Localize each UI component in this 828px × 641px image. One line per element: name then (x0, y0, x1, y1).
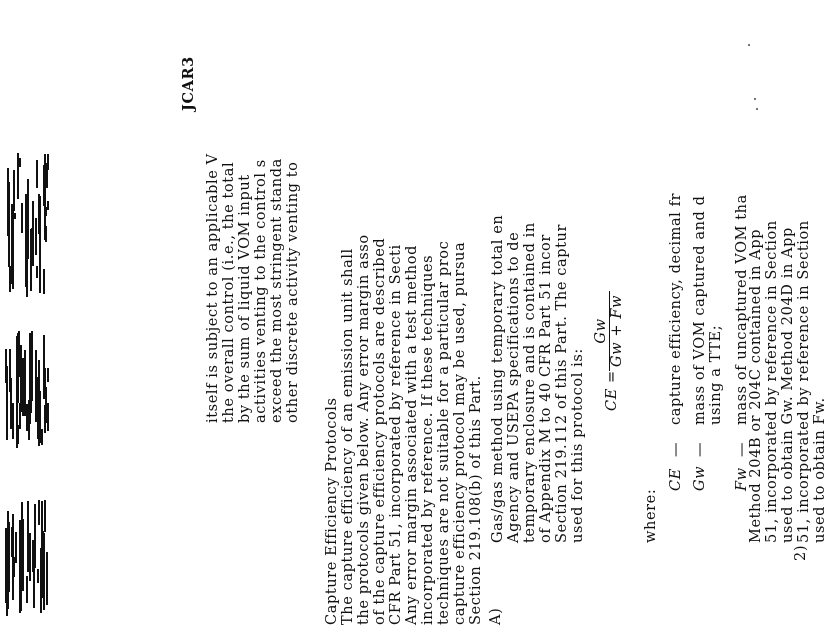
noise-bar (45, 207, 47, 216)
noise-bar (43, 165, 45, 206)
definition-text: mass of VOM captured and d (692, 195, 708, 425)
noise-bar (12, 403, 14, 433)
text-line: exceed the most stringent standa (269, 158, 285, 423)
noise-bar (33, 580, 35, 601)
noise-bar (19, 554, 21, 613)
rotated-document-page (169, 1, 828, 641)
noise-bar (26, 404, 28, 431)
text-line: techniques are not suitable for a particular proc (436, 240, 452, 625)
definition-text: capture efficiency, decimal fr (668, 192, 684, 425)
heading-capture-efficiency: Capture Efficiency Protocols (324, 397, 340, 625)
noise-bar (17, 175, 19, 182)
definition-dash: — (668, 441, 684, 457)
text-line: other discrete activity venting to (285, 161, 301, 423)
noise-bar (37, 569, 39, 583)
noise-bar (7, 561, 9, 609)
text-line: used for this protocol is: (570, 348, 586, 543)
definition-dash: — (692, 441, 708, 457)
definition-text: using a TTE; (708, 324, 724, 425)
noise-bar (47, 201, 49, 210)
equation-numerator: Gw (594, 291, 610, 371)
definition-symbol: Gw (692, 465, 708, 491)
noise-bar (13, 170, 15, 211)
noise-bar (15, 532, 17, 563)
item-a-marker: A) (488, 607, 504, 625)
definition-symbol: CE (668, 468, 684, 491)
noise-bar (8, 182, 10, 259)
noise-bar (38, 500, 40, 525)
text-line: by the sum of liquid VOM input (237, 174, 253, 423)
noise-bar (22, 358, 24, 416)
noise-bar (12, 533, 14, 600)
text-line: activities venting to the control s (253, 159, 269, 423)
text-line: incorporated by reference. If these techniques (420, 254, 436, 625)
fax-edge-noise-middle (0, 330, 52, 450)
text-line: Agency and USEPA specifications to de (506, 231, 522, 543)
text-line: of Appendix M to 40 CFR Part 51 incor (538, 234, 554, 543)
text-line: Any error margin associated with a test method (404, 245, 420, 625)
noise-bar (39, 196, 41, 280)
scan-speck (756, 108, 758, 110)
noise-bar (41, 429, 43, 445)
text-line: Gas/gas method using temporary total en (490, 214, 506, 543)
scan-speck (748, 44, 750, 46)
noise-bar (25, 194, 27, 287)
definition-text: mass of uncaptured VOM tha (734, 194, 750, 425)
text-line: Section 219.108(b) of this Part. (468, 375, 484, 625)
noise-bar (47, 403, 49, 431)
noise-bar (47, 154, 49, 170)
noise-bar (35, 218, 37, 255)
equation-lhs: CE (604, 388, 620, 411)
text-line: used to obtain Fw. (812, 397, 828, 543)
text-line: the overall control (i.e., the total (221, 161, 237, 423)
text-line: CFR Part 51, incorporated by reference in Secti (388, 244, 404, 625)
noise-bar (17, 169, 19, 199)
text-line: 51, incorporated by reference in Section (796, 220, 812, 543)
noise-bar (11, 205, 13, 284)
noise-bar (21, 502, 23, 569)
text-line: of the capture efficiency protocols are described (372, 237, 388, 625)
definition-symbol: Fw (734, 467, 750, 491)
noise-bar (19, 403, 21, 429)
noise-bar (46, 563, 48, 605)
text-line: temporary enclosure and is contained in (522, 222, 538, 543)
text-line: 51, incorporated by reference in Section (764, 220, 780, 543)
equation-denominator: Gw + Fw (609, 294, 625, 367)
noise-bar (44, 500, 46, 532)
text-line: Method 204B or 204C contained in App (748, 228, 764, 543)
noise-bar (34, 504, 36, 568)
fax-edge-noise-bottom (0, 500, 52, 618)
noise-bar (32, 540, 34, 550)
noise-bar (21, 203, 23, 233)
text-line: the protocols given below. Any error margin asso (356, 234, 372, 625)
noise-bar (47, 368, 49, 382)
text-line: capture efficiency protocol may be used, pursua (452, 241, 468, 625)
noise-bar (9, 349, 11, 392)
equation-equals: = (604, 370, 620, 383)
noise-bar (42, 531, 44, 598)
noise-bar (36, 160, 38, 188)
equation-fraction (594, 291, 625, 371)
text-line: itself is subject to an applicable V (205, 153, 221, 423)
noise-bar (45, 226, 47, 242)
noise-bar (29, 533, 31, 581)
text-line: The capture efficiency of an emission unit shall (340, 248, 356, 625)
page-header: JCAR3 (180, 56, 197, 111)
definition-dash: — (734, 441, 750, 457)
noise-bar (6, 377, 8, 411)
noise-bar (18, 331, 20, 377)
noise-bar (32, 201, 34, 266)
noise-bar (26, 576, 28, 603)
noise-bar (14, 213, 16, 219)
fax-edge-noise-top (0, 150, 52, 300)
noise-bar (19, 158, 21, 167)
scan-speck (754, 98, 756, 100)
noise-bar (27, 179, 29, 259)
item-2-marker: 2) (793, 544, 809, 561)
noise-bar (45, 387, 47, 423)
noise-bar (16, 384, 18, 448)
noise-bar (43, 269, 45, 294)
where-label: where: (643, 488, 659, 543)
text-line: used to obtain Gw. Method 204D in App (780, 227, 796, 543)
text-line: Section 219.112 of this Part. The captur (554, 224, 570, 543)
noise-bar (36, 266, 38, 278)
noise-bar (37, 377, 39, 431)
noise-bar (30, 372, 32, 413)
